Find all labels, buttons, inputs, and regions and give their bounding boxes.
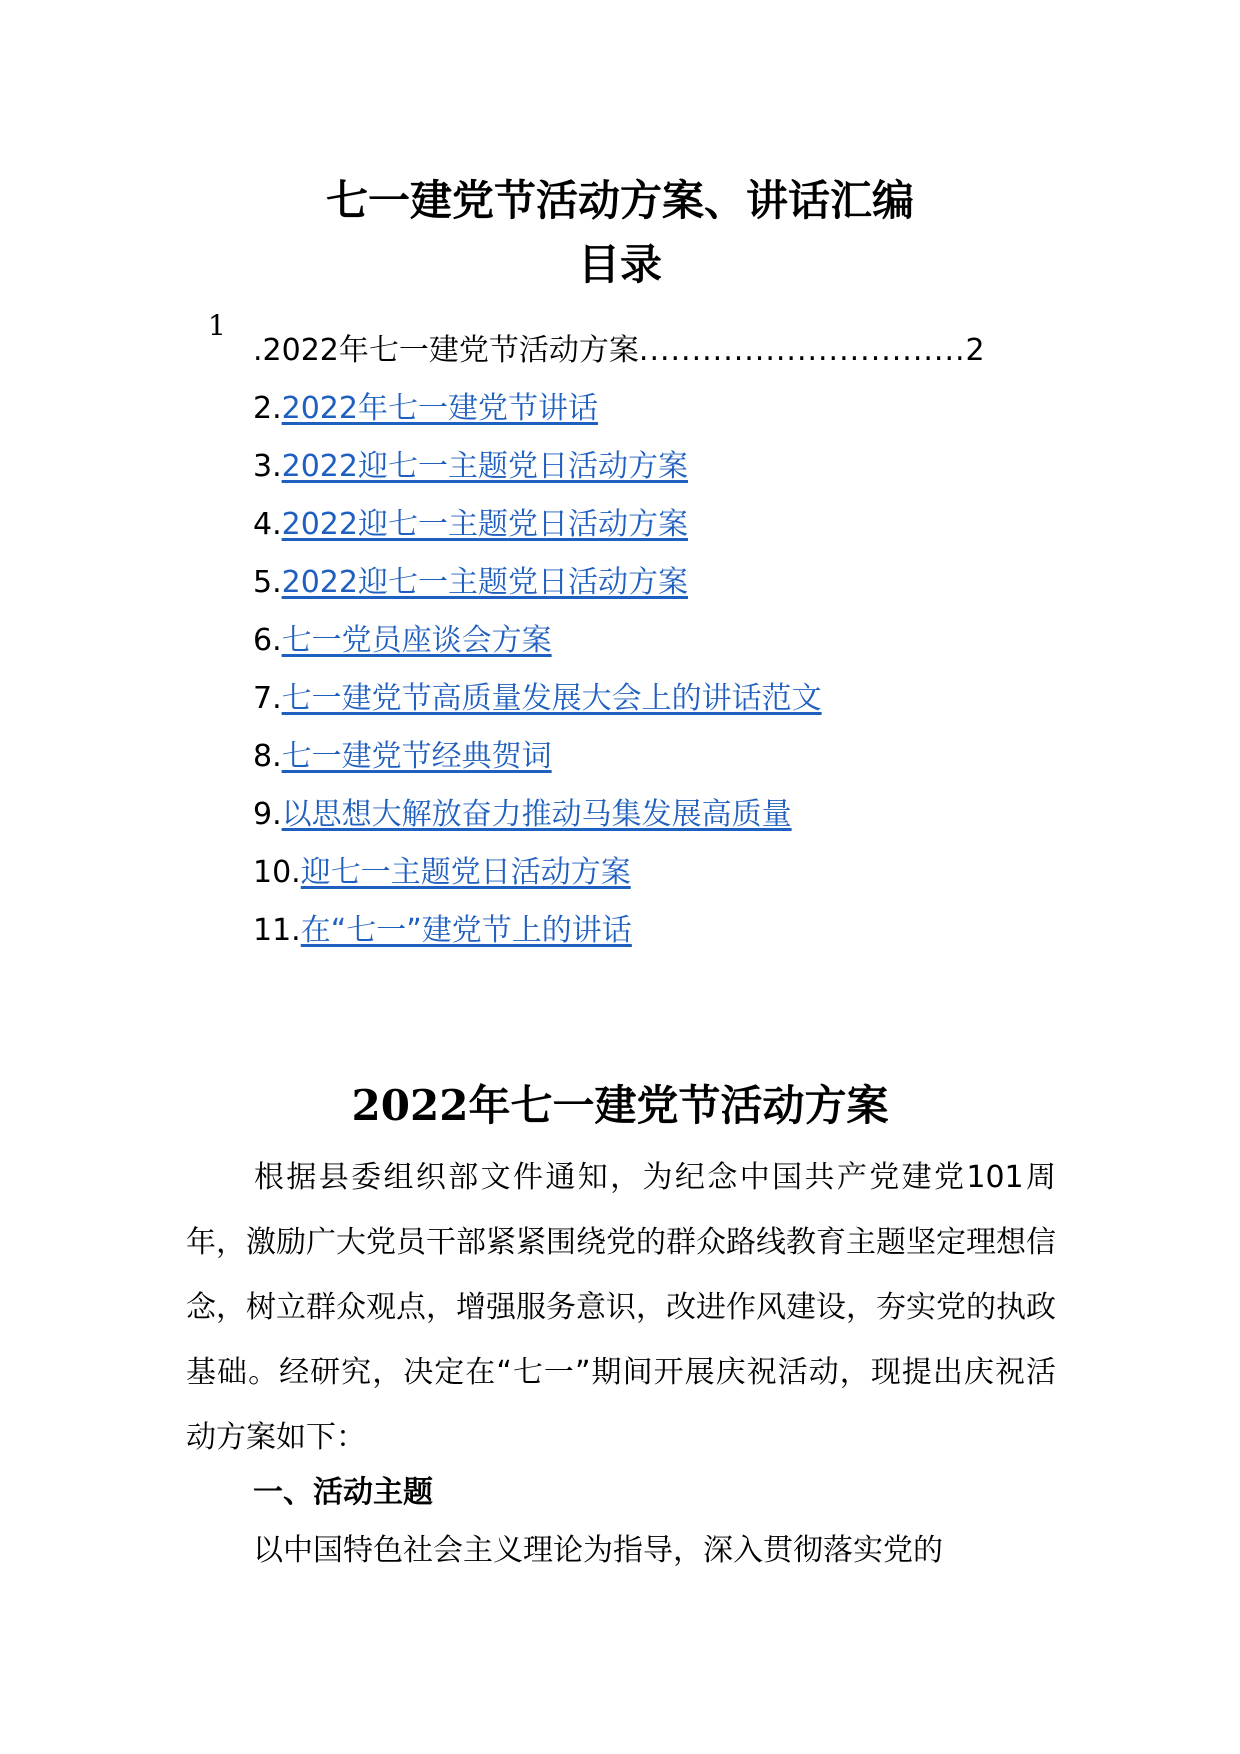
toc-entry-11	[253, 910, 1053, 952]
toc-link[interactable]: 在“七一”建党节上的讲话	[300, 913, 632, 948]
toc-entry-8	[253, 736, 1053, 778]
page-marker: 1	[208, 309, 226, 342]
toc-entry-2	[253, 388, 1053, 430]
toc-number: 6.	[253, 623, 282, 658]
toc-number: 9.	[253, 797, 282, 832]
toc-link[interactable]: 2022迎七一主题党日活动方案	[281, 449, 688, 484]
toc-text: 2022年七一建党节活动方案	[262, 333, 639, 368]
toc-link[interactable]: 2022年七一建党节讲话	[281, 391, 598, 426]
toc-number: 10.	[253, 855, 301, 890]
section-title: 2022年七一建党节活动方案	[351, 1081, 889, 1130]
document-title: 七一建党节活动方案、讲话汇编	[325, 176, 914, 225]
toc-link[interactable]: 七一建党节高质量发展大会上的讲话范文	[281, 681, 822, 716]
toc-page-number: 2	[965, 333, 985, 368]
toc-link[interactable]: 以思想大解放奋力推动马集发展高质量	[281, 797, 792, 832]
toc-number: 7.	[253, 681, 282, 716]
toc-heading: 目录	[577, 240, 662, 289]
toc-link[interactable]: 2022迎七一主题党日活动方案	[281, 507, 688, 542]
toc-number: 5.	[253, 565, 282, 600]
toc-link[interactable]: 迎七一主题党日活动方案	[300, 855, 631, 890]
body-paragraph: 以中国特色社会主义理论为指导，深入贯彻落实党的	[253, 1533, 943, 1568]
toc-number: .	[253, 333, 263, 368]
toc-number: 4.	[253, 507, 282, 542]
toc-entry-10	[253, 852, 1053, 894]
intro-paragraph: 根据县委组织部文件通知，为纪念中国共产党建党101周年，激励广大党员干部紧紧围绕党的群众路线教育主题坚定理想信念，树立群众观点，增强服务意识，改进作风建设，夯实党的执政基础。经研究，决定在“七一”期间开展庆祝活动，现提出庆祝活动方案如下：	[186, 1160, 1056, 1455]
toc-entry-5	[253, 562, 1053, 604]
toc-entry-1	[253, 330, 1053, 372]
toc-number: 11.	[253, 913, 301, 948]
toc-entry-4	[253, 504, 1053, 546]
toc-number: 8.	[253, 739, 282, 774]
toc-entry-7	[253, 678, 1053, 720]
toc-entry-6	[253, 620, 1053, 662]
toc-link[interactable]: 七一建党节经典贺词	[281, 739, 552, 774]
toc-leader-dots: ...............................	[638, 333, 966, 368]
toc-link[interactable]: 2022迎七一主题党日活动方案	[281, 565, 688, 600]
toc-number: 2.	[253, 391, 282, 426]
section-heading: 一、活动主题	[253, 1475, 433, 1510]
toc-entry-9	[253, 794, 1053, 836]
toc-number: 3.	[253, 449, 282, 484]
toc-entry-3	[253, 446, 1053, 488]
toc-link[interactable]: 七一党员座谈会方案	[281, 623, 552, 658]
